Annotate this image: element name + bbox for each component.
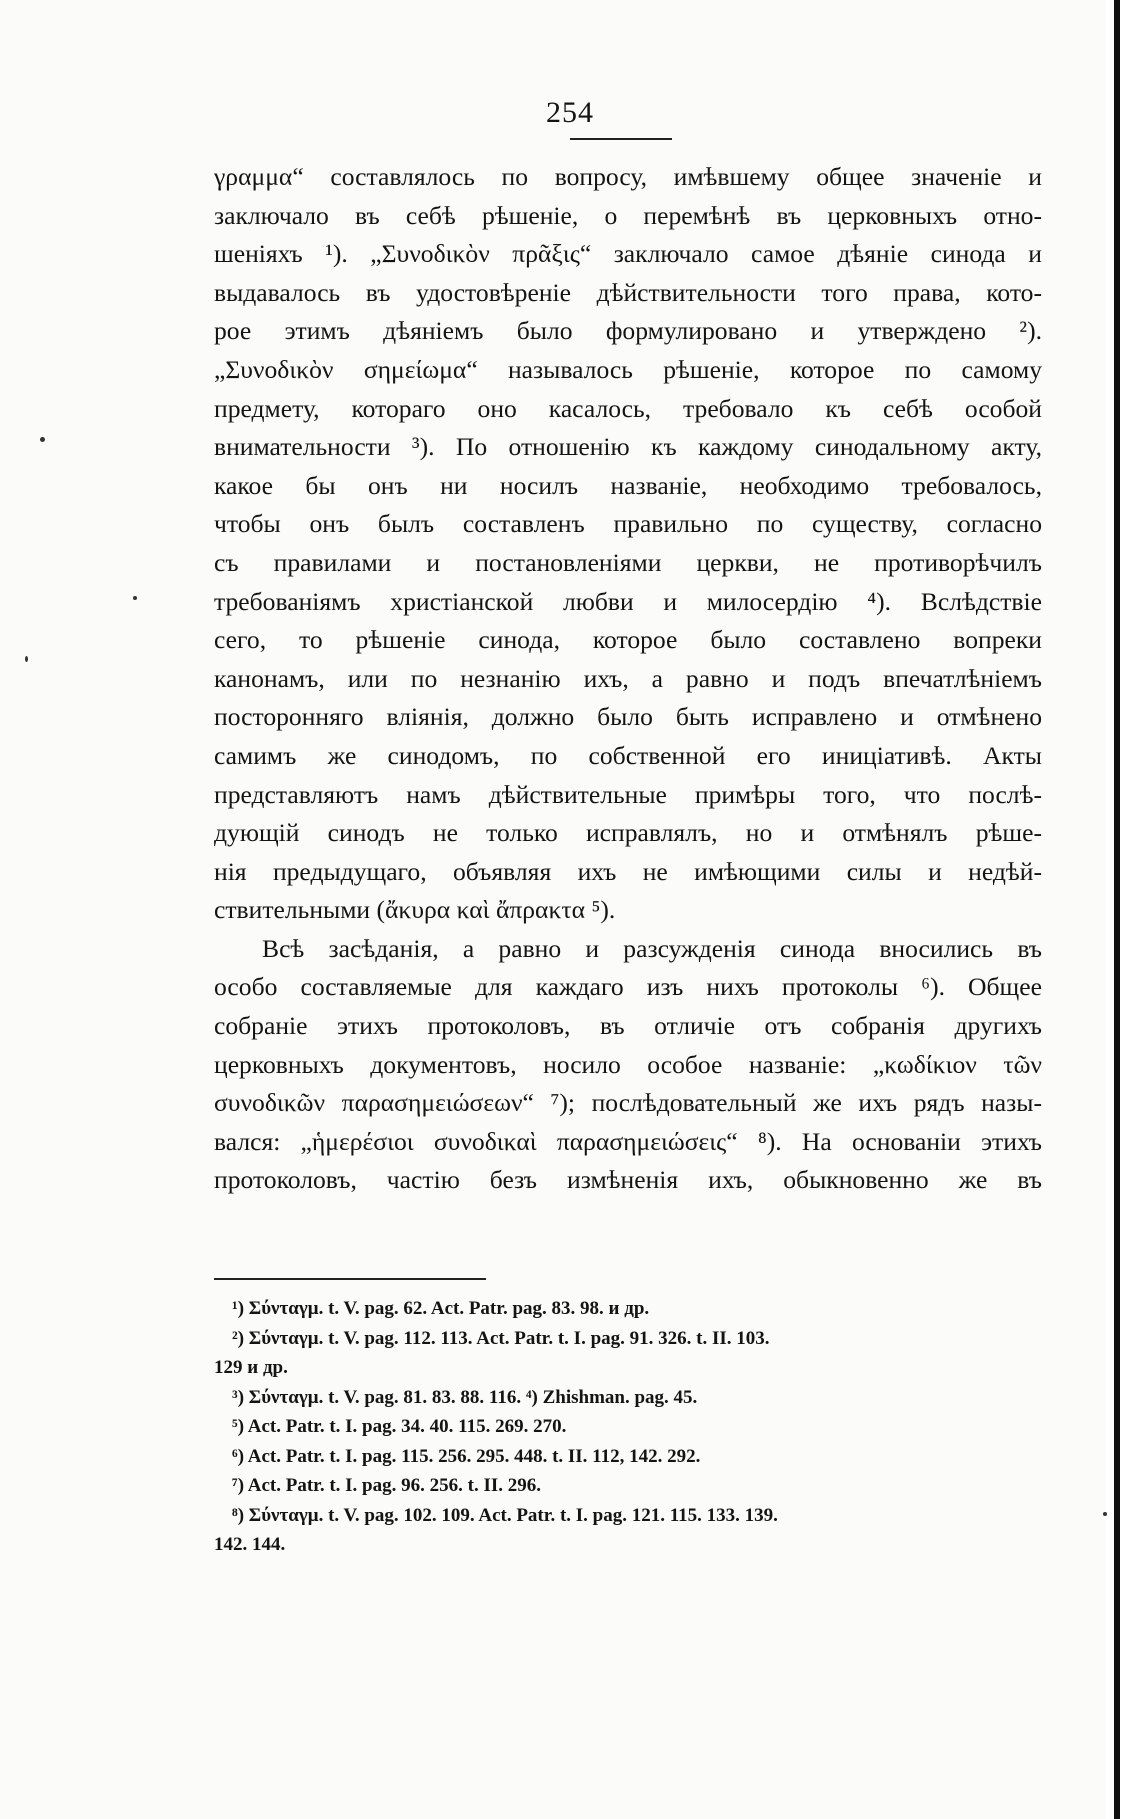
body-text (214, 158, 1042, 1200)
text-line: церковныхъ документовъ, носило особое названіе: „κωδίκιον τῶν (214, 1049, 1042, 1079)
scan-speck (1103, 1512, 1107, 1516)
footnote: ⁸) Σύνταγμ. t. V. pag. 102. 109. Act. Patr. t. I. pag. 121. 115. 133. 139. (232, 1504, 778, 1526)
text-line: чтобы онъ былъ составленъ правильно по существу, согласно (214, 509, 1042, 539)
text-line: представляютъ намъ дѣйствительные примѣры того, что послѣ- (214, 779, 1042, 809)
paragraph-2 (214, 930, 1042, 1200)
text-line: шеніяхъ ¹). „Συνοδικὸν πρᾶξις“ заключало самое дѣяніе синода и (214, 239, 1042, 269)
text-line: самимъ же синодомъ, по собственной его иниціативѣ. Акты (214, 740, 1042, 770)
text-line: Всѣ засѣданія, а равно и разсужденія синода вносились въ (262, 933, 1042, 963)
text-line: особо составляемые для каждаго изъ нихъ протоколы ⁶). Общее (214, 972, 1042, 1002)
text-line: предмету, котораго оно касалось, требовало къ себѣ особой (214, 393, 1042, 423)
text-line: съ правилами и постановленіями церкви, не противорѣчилъ (214, 547, 1042, 577)
paragraph-1 (214, 158, 1042, 930)
footnote: ⁶) Act. Patr. t. I. pag. 115. 256. 295. 448. t. II. 112, 142. 292. (232, 1445, 701, 1467)
text-line: ствительными (ἄκυρα καὶ ἄπρακτα ⁵). (214, 895, 616, 925)
footnote-separator (214, 1278, 486, 1280)
scan-edge-bar (1114, 0, 1120, 1819)
text-line: посторонняго вліянія, должно было быть исправлено и отмѣнено (214, 702, 1042, 732)
text-line: γραμμα“ составлялось по вопросу, имѣвшему общее значеніе и (214, 162, 1042, 191)
scan-speck (25, 656, 28, 662)
text-line: протоколовъ, частію безъ измѣненія ихъ, обыкновенно же въ (214, 1165, 1042, 1195)
footnote: ⁵) Act. Patr. t. I. pag. 34. 40. 115. 269. 270. (232, 1416, 567, 1437)
text-line: дующій синодъ не только исправлялъ, но и отмѣнялъ рѣше- (214, 818, 1042, 848)
scan-speck (40, 437, 45, 442)
footnotes (214, 1294, 1032, 1560)
text-line: канонамъ, или по незнанію ихъ, а равно и подъ впечатлѣніемъ (214, 663, 1042, 693)
footnote: ¹) Σύνταγμ. t. V. pag. 62. Act. Patr. pag. 83. 98. и др. (232, 1298, 650, 1319)
text-line: рое этимъ дѣяніемъ было формулировано и утверждено ²). (214, 316, 1042, 346)
scan-edge (1106, 0, 1140, 1819)
footnote-continuation: 142. 144. (214, 1534, 286, 1555)
text-line: заключало въ себѣ рѣшеніе, о перемѣнѣ въ церковныхъ отно- (214, 200, 1042, 230)
text-line: сего, то рѣшеніе синода, которое было составлено вопреки (214, 625, 1042, 655)
text-line: внимательности ³). По отношенію къ каждому синодальному акту, (214, 432, 1042, 462)
footnote: ⁷) Act. Patr. t. I. pag. 96. 256. t. II. 296. (232, 1475, 541, 1496)
text-line: какое бы онъ ни носилъ названіе, необходимо требовалось, (214, 470, 1042, 500)
text-line: собраніе этихъ протоколовъ, въ отличіе отъ собранія другихъ (214, 1011, 1042, 1041)
footnote: ³) Σύνταγμ. t. V. pag. 81. 83. 88. 116. ⁴) Zhishman. pag. 45. (232, 1386, 698, 1408)
text-line: нія предыдущаго, объявляя ихъ не имѣющими силы и недѣй- (214, 856, 1042, 886)
scan-speck (133, 596, 137, 600)
page-number: 254 (546, 96, 594, 129)
text-line: συνοδικῶν παρασημειώσεων“ ⁷); послѣдовательный же ихъ рядъ назы- (214, 1088, 1042, 1118)
text-line: вался: „ἡμερέσιοι συνοδικαὶ παρασημειώσεις“ ⁸). На основаніи этихъ (214, 1126, 1042, 1156)
text-line: „Συνοδικὸν σημείωμα“ называлось рѣшеніе, которое по самому (214, 354, 1042, 384)
text-line: выдавалось въ удостовѣреніе дѣйствительности того права, кото- (214, 277, 1042, 307)
footnote-continuation: 129 и др. (214, 1357, 288, 1378)
page-number-underline (570, 138, 672, 140)
text-line: требованіямъ христіанской любви и милосердію ⁴). Вслѣдствіе (214, 586, 1042, 616)
footnote: ²) Σύνταγμ. t. V. pag. 112. 113. Act. Patr. t. I. pag. 91. 326. t. II. 103. (232, 1327, 770, 1349)
